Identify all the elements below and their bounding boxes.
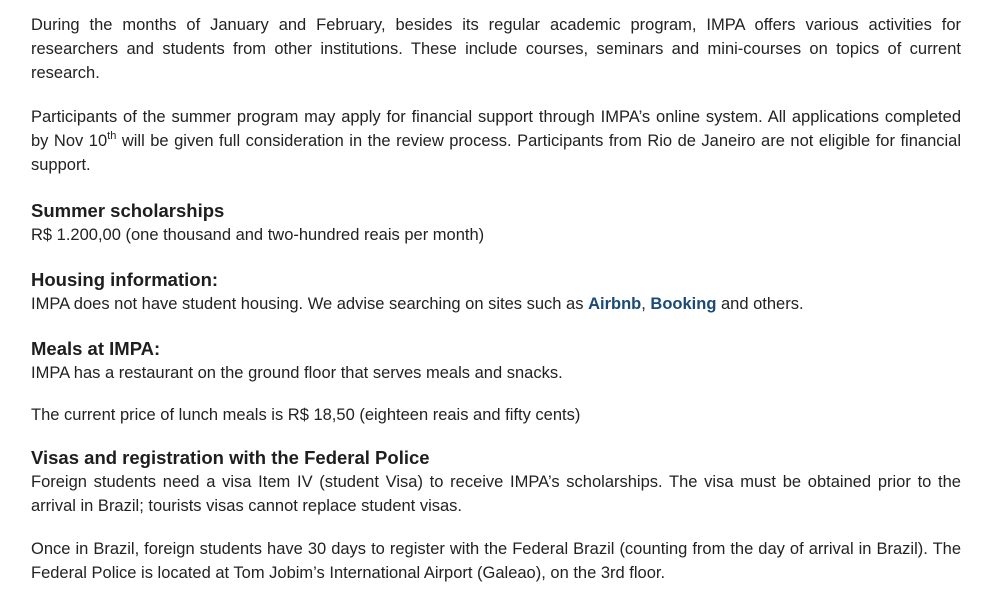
meals-price-text: The current price of lunch meals is R$ 18,50 (eighteen reais and fifty cents) [31, 406, 581, 424]
scholarships-section [31, 199, 961, 247]
housing-separator: , [641, 295, 651, 313]
meals-heading: Meals at IMPA: [31, 338, 161, 359]
meals-section [31, 337, 961, 427]
meals-restaurant-text: IMPA has a restaurant on the ground floor that serves meals and snacks. [31, 364, 563, 382]
visas-registration-text: Once in Brazil, foreign students have 30 days to register with the Federal Brazil (counting from the day of arrival in Brazil). The Federal Police is located at Tom Jobim’s International Airport (Galeao), on the 3rd floor. [31, 540, 961, 582]
airbnb-link[interactable]: Airbnb [588, 295, 642, 313]
housing-text-before: IMPA does not have student housing. We advise searching on sites such as [31, 295, 589, 313]
visas-section [31, 446, 961, 585]
housing-text [31, 292, 961, 316]
financial-support-paragraph [31, 105, 961, 177]
support-text-before: Participants of the summer program may apply for financial support through IMPA’s online system. All applications completed by Nov 10 [31, 108, 961, 150]
housing-text-after: and others. [716, 295, 804, 313]
page-content [31, 13, 961, 606]
scholarships-heading: Summer scholarships [31, 200, 225, 221]
intro-paragraph: During the months of January and February, besides its regular academic program, IMPA offers various activities for researchers and students from other institutions. These include courses, seminars and mini-courses on topics of current research. [31, 16, 961, 82]
scholarships-text: R$ 1.200,00 (one thousand and two-hundred reais per month) [31, 226, 485, 244]
support-text-after: will be given full consideration in the review process. Participants from Rio de Janeiro are not eligible for financial support. [31, 132, 962, 174]
visas-requirement-text: Foreign students need a visa Item IV (student Visa) to receive IMPA’s scholarships. The visa must be obtained prior to the arrival in Brazil; tourists visas cannot replace student visas. [31, 473, 961, 515]
visas-heading: Visas and registration with the Federal Police [31, 447, 430, 468]
housing-section [31, 268, 961, 316]
booking-link[interactable]: Booking [650, 295, 717, 313]
housing-heading: Housing information: [31, 269, 219, 290]
support-superscript: th [107, 130, 117, 142]
